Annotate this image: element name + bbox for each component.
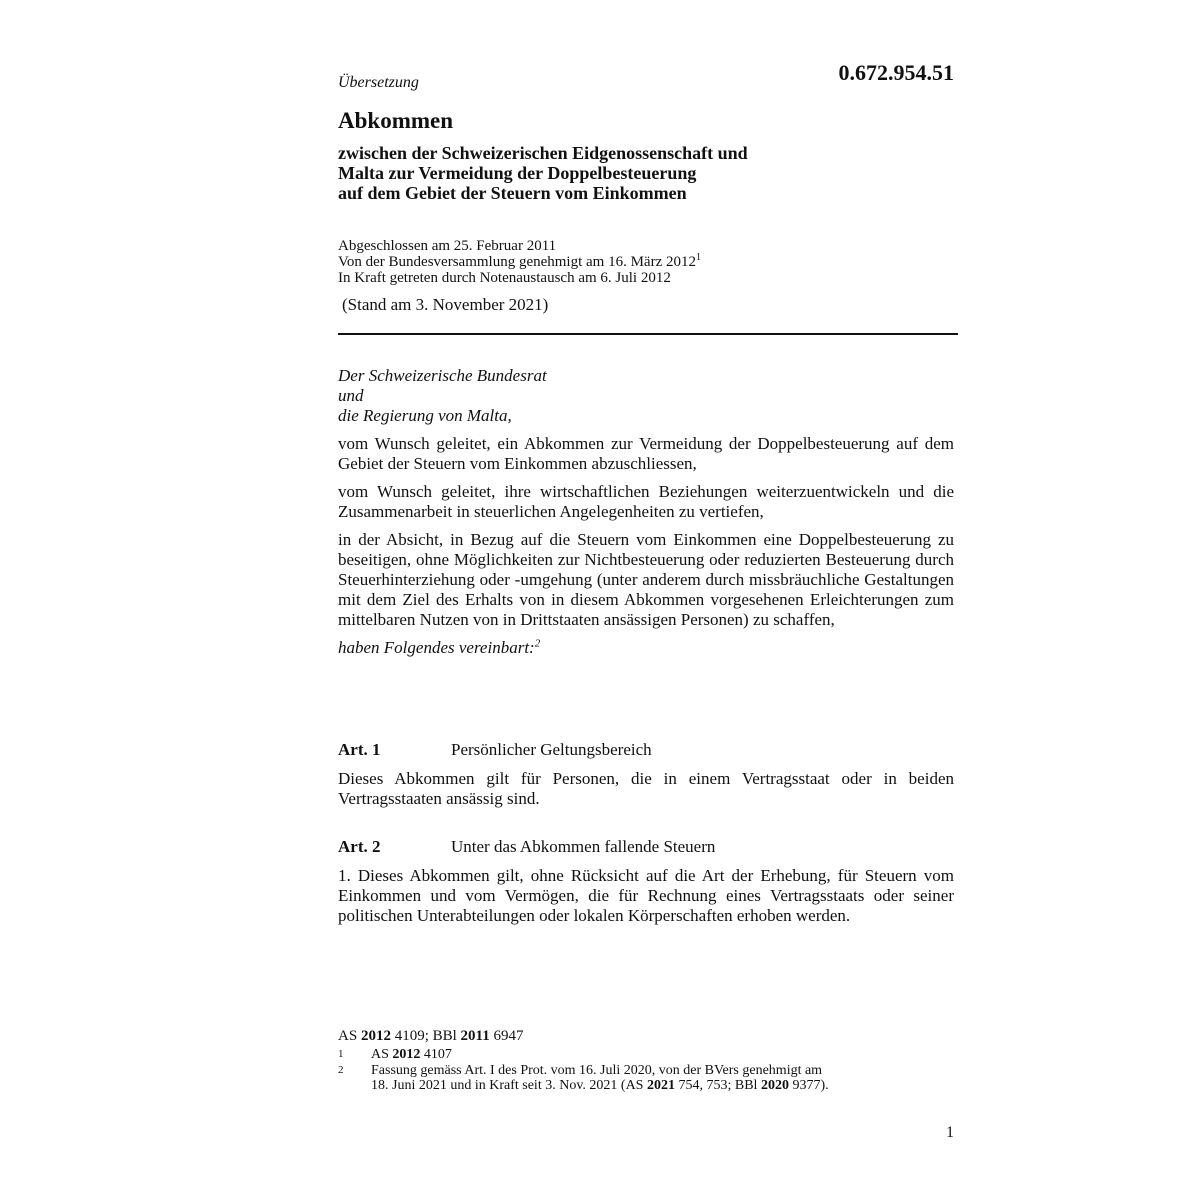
ref-year: 2020 [760, 1078, 789, 1093]
subtitle-line: zwischen der Schweizerischen Eidgenossenschaft und [338, 143, 748, 163]
ref-text: 6947 [489, 1028, 524, 1044]
ref-year: 2011 [460, 1028, 490, 1044]
page-number: 1 [946, 1124, 954, 1141]
article-1-text: Dieses Abkommen gilt für Personen, die in einem Vertragsstaat oder in beiden Vertragsstaaten ansässig sind. [338, 769, 954, 808]
approved-date [338, 254, 701, 270]
footnote-line: Fassung gemäss Art. I des Prot. vom 16. Juli 2020, von der BVers genehmigt am [371, 1063, 823, 1078]
footnote-text [371, 1063, 931, 1093]
ref-year: 2012 [360, 1028, 391, 1044]
party-name: Der Schweizerische Bundesrat [338, 366, 547, 385]
article-title: Unter das Abkommen fallende Steuern [451, 837, 716, 856]
sr-number: 0.672.954.51 [838, 60, 954, 85]
article-number: Art. 2 [338, 837, 381, 856]
source-reference [338, 1028, 523, 1045]
footnote-mark: 1 [338, 1048, 344, 1060]
ref-text: 4109; BBl [390, 1028, 461, 1044]
approved-text: Von der Bundesversammlung genehmigt am 16. März 2012 [338, 254, 696, 270]
ref-text: 18. Juni 2021 und in Kraft seit 3. Nov. 2021 (AS [371, 1078, 647, 1093]
footnote-mark: 2 [338, 1064, 344, 1076]
preamble [338, 366, 954, 658]
party-name: die Regierung von Malta, [338, 406, 512, 425]
ref-year: 2012 [392, 1047, 421, 1062]
article-title: Persönlicher Geltungsbereich [451, 740, 652, 759]
preamble-paragraph: vom Wunsch geleitet, ihre wirtschaftlichen Beziehungen weiterzuentwickeln und die Zusammenarbeit in steuerlichen Angelegenheiten zu vertiefen, [338, 482, 954, 521]
article-1-heading [338, 740, 652, 760]
stand-date: (Stand am 3. November 2021) [342, 295, 549, 314]
ref-text: 9377). [788, 1078, 829, 1093]
article-2-heading [338, 837, 715, 857]
article-number: Art. 1 [338, 740, 381, 759]
ref-year: 2021 [646, 1078, 675, 1093]
concluded-date: Abgeschlossen am 25. Februar 2011 [338, 238, 557, 254]
agreed-text: haben Folgendes vereinbart: [338, 638, 535, 657]
ref-text: 754, 753; BBl [674, 1078, 761, 1093]
subtitle-line: Malta zur Vermeidung der Doppelbesteuerung [338, 163, 697, 183]
footnote-ref: 1 [696, 252, 701, 263]
preamble-paragraph: vom Wunsch geleitet, ein Abkommen zur Vermeidung der Doppelbesteuerung auf dem Gebiet der Steuern vom Einkommen abzuschliessen, [338, 434, 954, 473]
party-conjunction: und [338, 386, 364, 405]
subtitle-line: auf dem Gebiet der Steuern vom Einkommen [338, 183, 687, 203]
article-2-text: 1. Dieses Abkommen gilt, ohne Rücksicht auf die Art der Erhebung, für Steuern vom Einkommen und vom Vermögen, die für Rechnung eines Vertragsstaats oder seiner politischen Unterabteilungen oder lokalen Körperschaften erhoben werden. [338, 866, 954, 925]
ref-text: 4107 [420, 1047, 452, 1062]
document-meta [338, 238, 701, 286]
translation-label: Übersetzung [338, 74, 419, 91]
document-subtitle [338, 143, 748, 203]
document-title: Abkommen [338, 108, 454, 133]
agreed-clause [338, 638, 954, 658]
ref-text: AS [371, 1047, 393, 1062]
preamble-paragraph: in der Absicht, in Bezug auf die Steuern vom Einkommen eine Doppelbesteuerung zu beseitigen, ohne Möglichkeiten zur Nichtbesteuerung oder reduzierten Besteuerung durch Steuerhinterziehung oder -umgehung (unter anderem durch missbräuchliche Gestaltungen mit dem Ziel des Erhalts von in diesem Abkommen vorgesehenen Erleichterungen zum mittelbaren Nutzen von in Drittstaaten ansässigen Personen) zu schaffen, [338, 530, 954, 629]
in-force-date: In Kraft getreten durch Notenaustausch am 6. Juli 2012 [338, 270, 671, 286]
ref-text: AS [338, 1028, 361, 1044]
footnote-ref: 2 [534, 637, 541, 650]
footnote-1 [338, 1047, 931, 1062]
footnote-text [371, 1047, 931, 1062]
footnote-2 [338, 1063, 931, 1093]
header-rule [338, 333, 958, 335]
